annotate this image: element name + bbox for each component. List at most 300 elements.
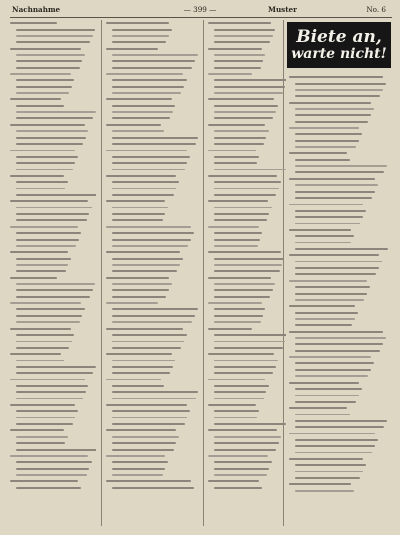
- ad-line-1: Biete an,: [296, 27, 382, 47]
- directory-entry-line: [112, 239, 191, 241]
- directory-entry-line: [295, 248, 388, 250]
- header-left: Nachnahme: [12, 5, 61, 14]
- directory-entry-line: [10, 73, 71, 75]
- directory-entry-line: [295, 261, 382, 263]
- directory-entry-line: [214, 398, 264, 400]
- directory-entry-line: [106, 22, 169, 24]
- directory-entry-line: [208, 353, 274, 355]
- directory-entry-line: [16, 283, 95, 285]
- directory-entry-line: [289, 382, 359, 384]
- directory-entry-line: [112, 321, 192, 323]
- directory-entry-line: [208, 379, 265, 381]
- directory-entry-line: [214, 315, 263, 317]
- directory-entry-line: [289, 280, 367, 282]
- directory-entry-line: [16, 360, 64, 362]
- directory-entry-line: [214, 232, 262, 234]
- directory-entry-line: [214, 111, 276, 113]
- directory-entry-line: [106, 480, 191, 482]
- directory-entry-line: [289, 305, 355, 307]
- directory-entry-line: [16, 117, 93, 119]
- directory-entry-line: [106, 429, 176, 431]
- directory-entry-line: [106, 48, 158, 50]
- directory-entry-line: [214, 258, 284, 260]
- directory-entry-line: [16, 35, 93, 37]
- directory-entry-line: [112, 137, 198, 139]
- directory-entry-line: [295, 89, 383, 91]
- directory-entry-line: [106, 98, 172, 100]
- directory-entry-line: [106, 73, 183, 75]
- directory-entry-line: [112, 117, 170, 119]
- directory-entry-line: [10, 226, 78, 228]
- directory-entry-line: [10, 277, 57, 279]
- directory-entry-line: [214, 156, 259, 158]
- directory-entry-line: [112, 289, 169, 291]
- directory-entry-line: [208, 480, 259, 482]
- column-divider: [101, 20, 102, 526]
- directory-entry-line: [214, 35, 273, 37]
- header-right: No. 6: [366, 5, 386, 14]
- directory-entry-line: [112, 67, 192, 69]
- directory-entry-line: [214, 162, 257, 164]
- directory-entry-line: [10, 48, 81, 50]
- directory-entry-line: [112, 442, 176, 444]
- directory-entry-line: [295, 369, 371, 371]
- directory-entry-line: [295, 114, 371, 116]
- directory-entry-line: [16, 41, 90, 43]
- directory-entry-line: [16, 341, 72, 343]
- directory-entry-line: [214, 169, 286, 171]
- directory-entry-line: [16, 105, 64, 107]
- directory-entry-line: [112, 213, 165, 215]
- directory-entry-line: [16, 417, 75, 419]
- ad-line-2: warte nicht!: [291, 46, 387, 62]
- directory-entry-line: [16, 239, 79, 241]
- directory-entry-line: [10, 200, 88, 202]
- directory-entry-line: [112, 232, 194, 234]
- directory-entry-line: [112, 423, 185, 425]
- directory-entry-line: [10, 251, 68, 253]
- directory-entry-line: [295, 375, 368, 377]
- directory-entry-line: [16, 258, 71, 260]
- directory-entry-line: [289, 331, 383, 333]
- directory-entry-line: [295, 318, 355, 320]
- directory-entry-line: [112, 169, 185, 171]
- header-middle: Muster: [268, 5, 297, 14]
- directory-entry-line: [295, 350, 380, 352]
- directory-entry-line: [112, 29, 172, 31]
- directory-entry-line: [112, 308, 198, 310]
- directory-entry-line: [16, 391, 86, 393]
- directory-entry-line: [10, 124, 85, 126]
- directory-entry-line: [106, 302, 158, 304]
- directory-entry-line: [214, 436, 281, 438]
- directory-entry-line: [214, 449, 276, 451]
- directory-entry-line: [214, 137, 266, 139]
- directory-entry-line: [214, 360, 278, 362]
- directory-entry-line: [16, 232, 81, 234]
- directory-entry-line: [10, 328, 71, 330]
- directory-entry-line: [16, 54, 85, 56]
- directory-entry-line: [214, 188, 279, 190]
- directory-entry-line: [214, 341, 285, 343]
- directory-entry-line: [112, 341, 184, 343]
- directory-entry-line: [16, 169, 73, 171]
- directory-entry-line: [16, 334, 74, 336]
- directory-entry-line: [214, 54, 265, 56]
- directory-entry-line: [289, 458, 363, 460]
- directory-entry-line: [16, 137, 86, 139]
- directory-entry-line: [214, 41, 270, 43]
- directory-entry-line: [289, 254, 379, 256]
- directory-entry-line: [106, 455, 165, 457]
- directory-entry-line: [112, 79, 187, 81]
- directory-entry-line: [214, 487, 262, 489]
- directory-column-2: [106, 22, 198, 526]
- header-rule: [10, 17, 392, 18]
- directory-entry-line: [208, 455, 268, 457]
- directory-entry-line: [295, 184, 378, 186]
- directory-entry-line: [295, 140, 359, 142]
- directory-entry-line: [112, 35, 169, 37]
- directory-entry-line: [295, 401, 356, 403]
- directory-entry-line: [295, 312, 358, 314]
- directory-entry-line: [214, 308, 265, 310]
- directory-entry-line: [112, 487, 194, 489]
- directory-entry-line: [214, 289, 273, 291]
- directory-entry-line: [289, 356, 371, 358]
- directory-column-4: [289, 76, 389, 526]
- directory-entry-line: [289, 229, 351, 231]
- directory-entry-line: [289, 102, 371, 104]
- directory-entry-line: [16, 156, 78, 158]
- directory-entry-line: [112, 296, 166, 298]
- directory-entry-line: [214, 461, 272, 463]
- directory-entry-line: [295, 343, 383, 345]
- directory-entry-line: [208, 328, 252, 330]
- directory-entry-line: [112, 41, 166, 43]
- directory-entry-line: [208, 48, 262, 50]
- directory-entry-line: [106, 200, 165, 202]
- directory-entry-line: [16, 289, 93, 291]
- directory-entry-line: [112, 449, 174, 451]
- directory-entry-line: [112, 347, 181, 349]
- directory-entry-line: [208, 251, 281, 253]
- directory-entry-line: [16, 162, 75, 164]
- directory-entry-line: [208, 200, 268, 202]
- directory-entry-line: [112, 219, 163, 221]
- directory-entry-line: [214, 474, 267, 476]
- directory-entry-line: [214, 372, 273, 374]
- directory-entry-line: [16, 449, 96, 451]
- directory-entry-line: [208, 277, 271, 279]
- directory-entry-line: [295, 299, 364, 301]
- directory-entry-line: [295, 133, 362, 135]
- directory-entry-line: [214, 92, 283, 94]
- directory-entry-line: [112, 162, 187, 164]
- directory-entry-line: [106, 277, 169, 279]
- directory-entry-line: [112, 417, 187, 419]
- directory-entry-line: [16, 321, 80, 323]
- directory-entry-line: [289, 433, 375, 435]
- directory-entry-line: [10, 302, 81, 304]
- directory-entry-line: [295, 337, 386, 339]
- column-divider: [203, 20, 204, 526]
- directory-entry-line: [295, 216, 363, 218]
- directory-entry-line: [214, 213, 269, 215]
- directory-entry-line: [112, 188, 176, 190]
- directory-entry-line: [106, 353, 172, 355]
- directory-entry-line: [16, 207, 92, 209]
- directory-entry-line: [295, 426, 384, 428]
- directory-entry-line: [208, 73, 252, 75]
- directory-entry-line: [289, 152, 347, 154]
- directory-entry-line: [112, 315, 195, 317]
- directory-entry-line: [214, 423, 286, 425]
- directory-entry-line: [289, 178, 375, 180]
- directory-entry-line: [214, 29, 275, 31]
- directory-entry-line: [16, 111, 96, 113]
- directory-entry-line: [16, 130, 88, 132]
- directory-entry-line: [112, 54, 198, 56]
- directory-entry-line: [106, 226, 191, 228]
- page-number: — 399 —: [183, 5, 217, 14]
- directory-entry-line: [214, 283, 275, 285]
- directory-entry-line: [112, 461, 168, 463]
- directory-entry-line: [112, 360, 175, 362]
- directory-entry-line: [10, 379, 85, 381]
- directory-entry-line: [214, 264, 282, 266]
- directory-entry-line: [10, 480, 78, 482]
- directory-entry-line: [16, 315, 82, 317]
- directory-entry-line: [214, 417, 257, 419]
- directory-entry-line: [214, 79, 286, 81]
- directory-entry-line: [214, 219, 267, 221]
- directory-entry-line: [295, 452, 372, 454]
- directory-entry-line: [112, 283, 172, 285]
- directory-entry-line: [208, 98, 274, 100]
- directory-entry-line: [295, 83, 386, 85]
- directory-entry-line: [208, 404, 256, 406]
- directory-entry-line: [16, 487, 81, 489]
- directory-entry-line: [16, 86, 72, 88]
- directory-entry-line: [16, 385, 88, 387]
- directory-entry-line: [16, 468, 89, 470]
- directory-entry-line: [112, 410, 190, 412]
- directory-entry-line: [112, 156, 190, 158]
- directory-entry-line: [16, 410, 78, 412]
- directory-entry-line: [295, 362, 374, 364]
- directory-entry-line: [214, 239, 260, 241]
- directory-entry-line: [10, 429, 64, 431]
- directory-entry-line: [16, 92, 69, 94]
- directory-entry-line: [10, 353, 61, 355]
- directory-entry-line: [112, 468, 165, 470]
- directory-entry-line: [295, 273, 376, 275]
- directory-entry-line: [208, 150, 256, 152]
- directory-entry-line: [295, 395, 359, 397]
- directory-entry-line: [16, 372, 93, 374]
- directory-entry-line: [214, 117, 273, 119]
- directory-entry-line: [214, 334, 286, 336]
- directory-entry-line: [16, 264, 68, 266]
- directory-entry-line: [295, 235, 354, 237]
- directory-entry-line: [16, 442, 65, 444]
- directory-entry-line: [16, 398, 83, 400]
- directory-entry-line: [214, 86, 285, 88]
- directory-entry-line: [295, 439, 378, 441]
- directory-entry-line: [106, 404, 187, 406]
- directory-entry-line: [208, 226, 259, 228]
- directory-column-3: [208, 22, 286, 526]
- directory-entry-line: [112, 264, 180, 266]
- directory-entry-line: [112, 391, 198, 393]
- directory-entry-line: [106, 150, 187, 152]
- directory-entry-line: [112, 130, 164, 132]
- directory-entry-line: [208, 429, 277, 431]
- directory-entry-line: [214, 410, 259, 412]
- directory-entry-line: [295, 121, 368, 123]
- directory-entry-line: [214, 321, 261, 323]
- directory-entry-line: [295, 445, 375, 447]
- directory-entry-line: [112, 111, 173, 113]
- directory-entry-line: [208, 302, 262, 304]
- directory-entry-line: [112, 385, 164, 387]
- directory-entry-line: [295, 420, 387, 422]
- directory-entry-line: [16, 461, 92, 463]
- directory-entry-line: [214, 105, 278, 107]
- directory-entry-line: [16, 347, 69, 349]
- directory-entry-line: [106, 379, 161, 381]
- directory-column-1: [10, 22, 96, 526]
- directory-entry-line: [295, 191, 375, 193]
- directory-entry-line: [295, 324, 352, 326]
- directory-entry-line: [208, 22, 271, 24]
- directory-entry-line: [16, 474, 87, 476]
- directory-entry-line: [295, 108, 374, 110]
- directory-entry-line: [112, 334, 187, 336]
- directory-entry-line: [112, 181, 179, 183]
- advertisement-box: [287, 22, 391, 68]
- directory-entry-line: [214, 442, 279, 444]
- directory-entry-line: [106, 124, 161, 126]
- directory-entry-line: [214, 245, 258, 247]
- directory-entry-line: [214, 270, 280, 272]
- directory-entry-line: [295, 286, 370, 288]
- directory-entry-line: [16, 143, 83, 145]
- directory-entry-line: [295, 471, 363, 473]
- directory-entry-line: [112, 436, 179, 438]
- directory-entry-line: [295, 146, 356, 148]
- directory-entry-line: [295, 197, 372, 199]
- directory-entry-line: [289, 407, 347, 409]
- directory-entry-line: [16, 181, 68, 183]
- directory-entry-line: [16, 436, 68, 438]
- directory-entry-line: [112, 143, 196, 145]
- directory-entry-line: [16, 194, 96, 196]
- directory-entry-line: [295, 95, 380, 97]
- directory-entry-line: [16, 188, 65, 190]
- directory-entry-line: [214, 143, 264, 145]
- directory-entry-line: [16, 423, 73, 425]
- directory-entry-line: [10, 455, 88, 457]
- directory-entry-line: [214, 181, 281, 183]
- directory-entry-line: [112, 194, 174, 196]
- directory-entry-line: [214, 468, 269, 470]
- directory-entry-line: [214, 366, 276, 368]
- directory-entry-line: [214, 385, 269, 387]
- directory-entry-line: [214, 194, 276, 196]
- directory-entry-line: [112, 92, 181, 94]
- directory-entry-line: [295, 293, 367, 295]
- directory-entry-line: [295, 414, 350, 416]
- directory-entry-line: [16, 366, 96, 368]
- directory-entry-line: [16, 60, 82, 62]
- directory-entry-line: [112, 60, 195, 62]
- directory-entry-line: [16, 79, 74, 81]
- directory-entry-line: [112, 366, 173, 368]
- directory-entry-line: [295, 171, 384, 173]
- directory-entry-line: [289, 76, 383, 78]
- directory-entry-line: [16, 67, 80, 69]
- directory-entry-line: [16, 219, 87, 221]
- directory-entry-line: [16, 308, 85, 310]
- directory-entry-line: [214, 60, 263, 62]
- directory-entry-line: [16, 29, 95, 31]
- directory-entry-line: [295, 267, 379, 269]
- directory-entry-line: [208, 175, 277, 177]
- directory-entry-line: [106, 328, 183, 330]
- directory-entry-line: [10, 98, 61, 100]
- directory-entry-line: [214, 207, 272, 209]
- directory-entry-line: [214, 347, 283, 349]
- directory-entry-line: [112, 474, 163, 476]
- directory-entry-line: [289, 127, 359, 129]
- directory-entry-line: [112, 258, 183, 260]
- directory-entry-line: [112, 270, 177, 272]
- directory-entry-line: [214, 130, 269, 132]
- directory-entry-line: [112, 207, 168, 209]
- directory-entry-line: [295, 490, 354, 492]
- directory-entry-line: [295, 159, 350, 161]
- directory-entry-line: [16, 296, 90, 298]
- directory-entry-line: [295, 464, 366, 466]
- directory-entry-line: [289, 483, 351, 485]
- directory-entry-line: [112, 245, 188, 247]
- directory-entry-line: [214, 67, 261, 69]
- directory-entry-line: [10, 175, 64, 177]
- directory-entry-line: [295, 477, 360, 479]
- directory-entry-line: [295, 223, 360, 225]
- directory-entry-line: [106, 251, 180, 253]
- directory-entry-line: [112, 372, 170, 374]
- directory-entry-line: [112, 86, 184, 88]
- directory-entry-line: [10, 22, 57, 24]
- directory-entry-line: [10, 404, 75, 406]
- directory-entry-line: [112, 398, 196, 400]
- directory-entry-line: [208, 124, 265, 126]
- directory-entry-line: [289, 204, 363, 206]
- directory-entry-line: [295, 165, 387, 167]
- directory-entry-line: [214, 391, 266, 393]
- directory-entry-line: [16, 245, 76, 247]
- directory-entry-line: [112, 105, 175, 107]
- directory-entry-line: [10, 150, 75, 152]
- directory-entry-line: [295, 242, 351, 244]
- directory-entry-line: [295, 388, 362, 390]
- page-header: [10, 4, 390, 16]
- directory-entry-line: [214, 296, 270, 298]
- directory-entry-line: [16, 213, 89, 215]
